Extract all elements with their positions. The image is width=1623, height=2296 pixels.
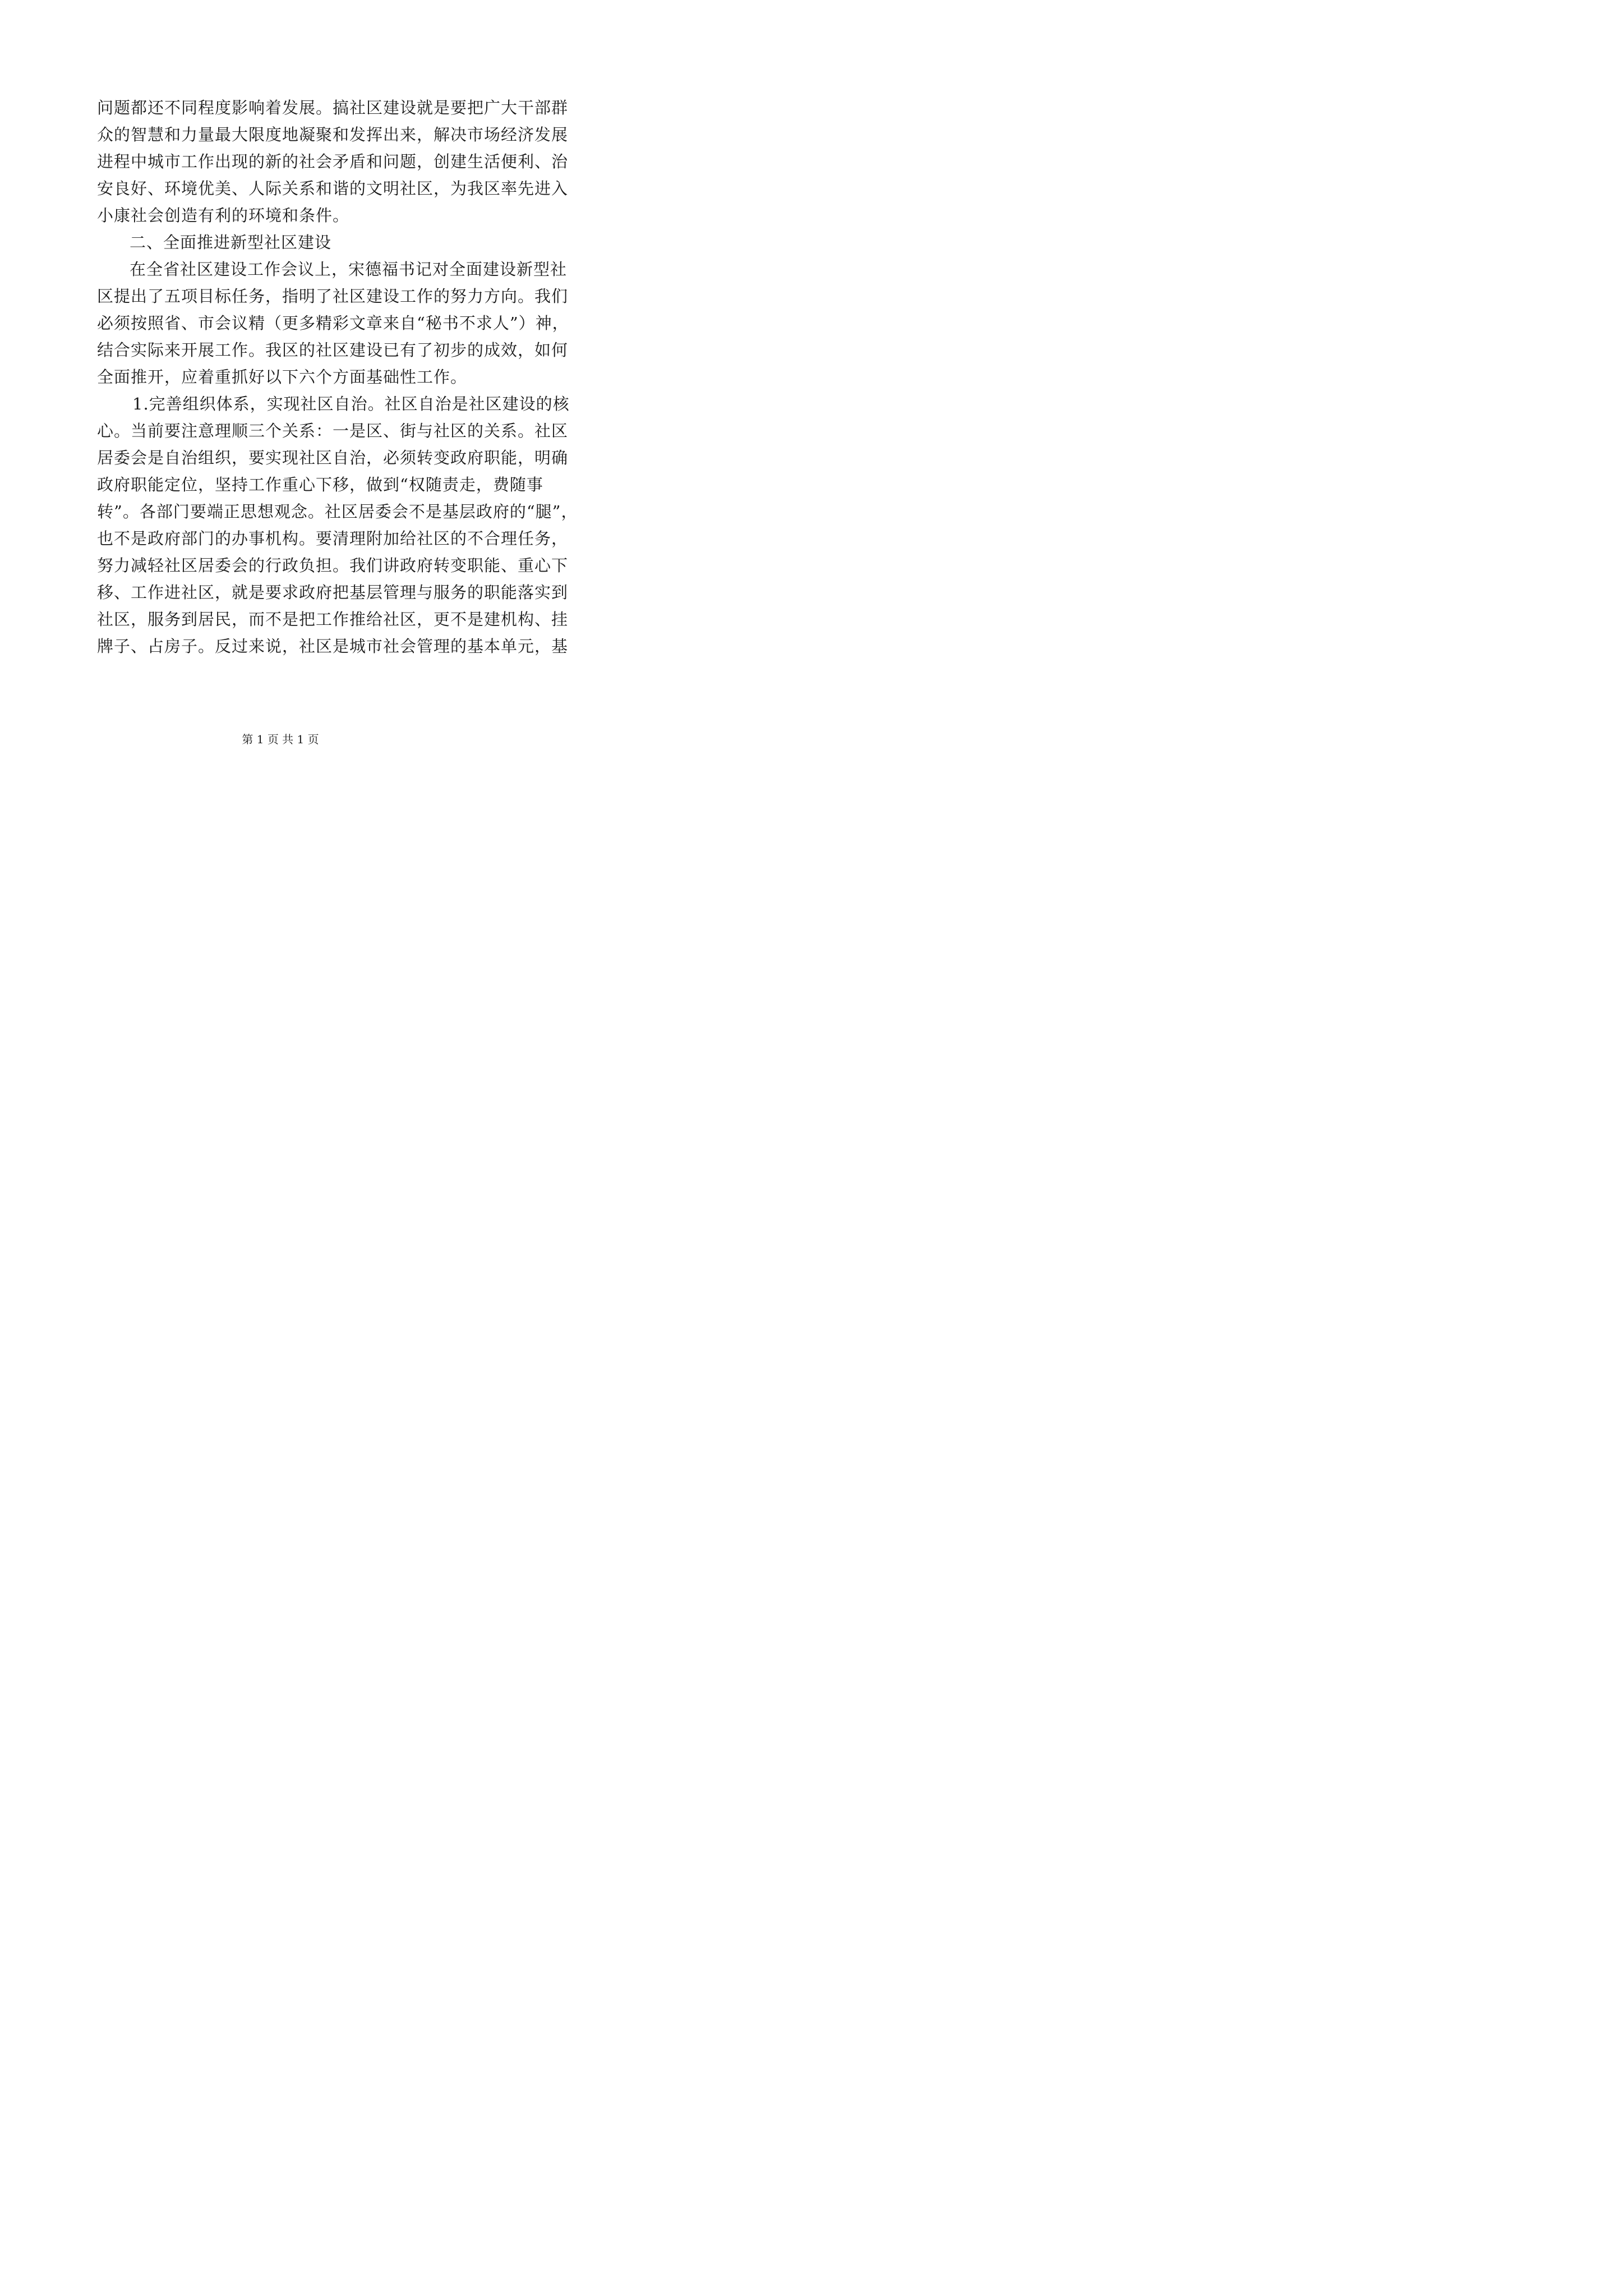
text-line: 在全省社区建设工作会议上，宋德福书记对全面建设新型社 bbox=[130, 260, 568, 279]
text-line: 1.完善组织体系，实现社区自治。社区自治是社区建设的核 bbox=[132, 394, 570, 413]
text-line: 小康社会创造有利的环境和条件。 bbox=[97, 206, 350, 225]
text-line: 也不是政府部门的办事机构。要清理附加给社区的不合理任务， bbox=[97, 529, 569, 548]
document-page bbox=[0, 0, 578, 793]
text-line: 努力减轻社区居委会的行政负担。我们讲政府转变职能、重心下 bbox=[97, 556, 569, 575]
body-text bbox=[97, 94, 578, 660]
text-line: 进程中城市工作出现的新的社会矛盾和问题，创建生活便利、治 bbox=[97, 152, 569, 171]
text-line: 居委会是自治组织，要实现社区自治，必须转变政府职能，明确 bbox=[97, 448, 569, 467]
text-line: 政府职能定位，坚持工作重心下移，做到“权随责走，费随事 bbox=[97, 475, 543, 494]
page-footer: 第 1 页 共 1 页 bbox=[242, 733, 319, 746]
text-line: 全面推开，应着重抓好以下六个方面基础性工作。 bbox=[97, 367, 468, 386]
text-line: 问题都还不同程度影响着发展。搞社区建设就是要把广大干部群 bbox=[97, 98, 569, 117]
text-line: 结合实际来开展工作。我区的社区建设已有了初步的成效，如何 bbox=[97, 341, 569, 360]
text-line: 转”。各部门要端正思想观念。社区居委会不是基层政府的“腿”， bbox=[97, 502, 578, 521]
text-line: 心。当前要注意理顺三个关系：一是区、街与社区的关系。社区 bbox=[97, 421, 569, 440]
text-line: 牌子、占房子。反过来说，社区是城市社会管理的基本单元，基 bbox=[97, 637, 569, 656]
text-line: 安良好、环境优美、人际关系和谐的文明社区，为我区率先进入 bbox=[97, 179, 569, 198]
section-heading: 二、全面推进新型社区建设 bbox=[130, 233, 332, 252]
text-line: 必须按照省、市会议精（更多精彩文章来自“秘书不求人”）神， bbox=[97, 314, 569, 333]
text-line: 移、工作进社区，就是要求政府把基层管理与服务的职能落实到 bbox=[97, 583, 569, 602]
text-line: 众的智慧和力量最大限度地凝聚和发挥出来，解决市场经济发展 bbox=[97, 125, 569, 144]
text-line: 社区，服务到居民，而不是把工作推给社区，更不是建机构、挂 bbox=[97, 610, 569, 629]
text-line: 区提出了五项目标任务，指明了社区建设工作的努力方向。我们 bbox=[97, 287, 569, 306]
